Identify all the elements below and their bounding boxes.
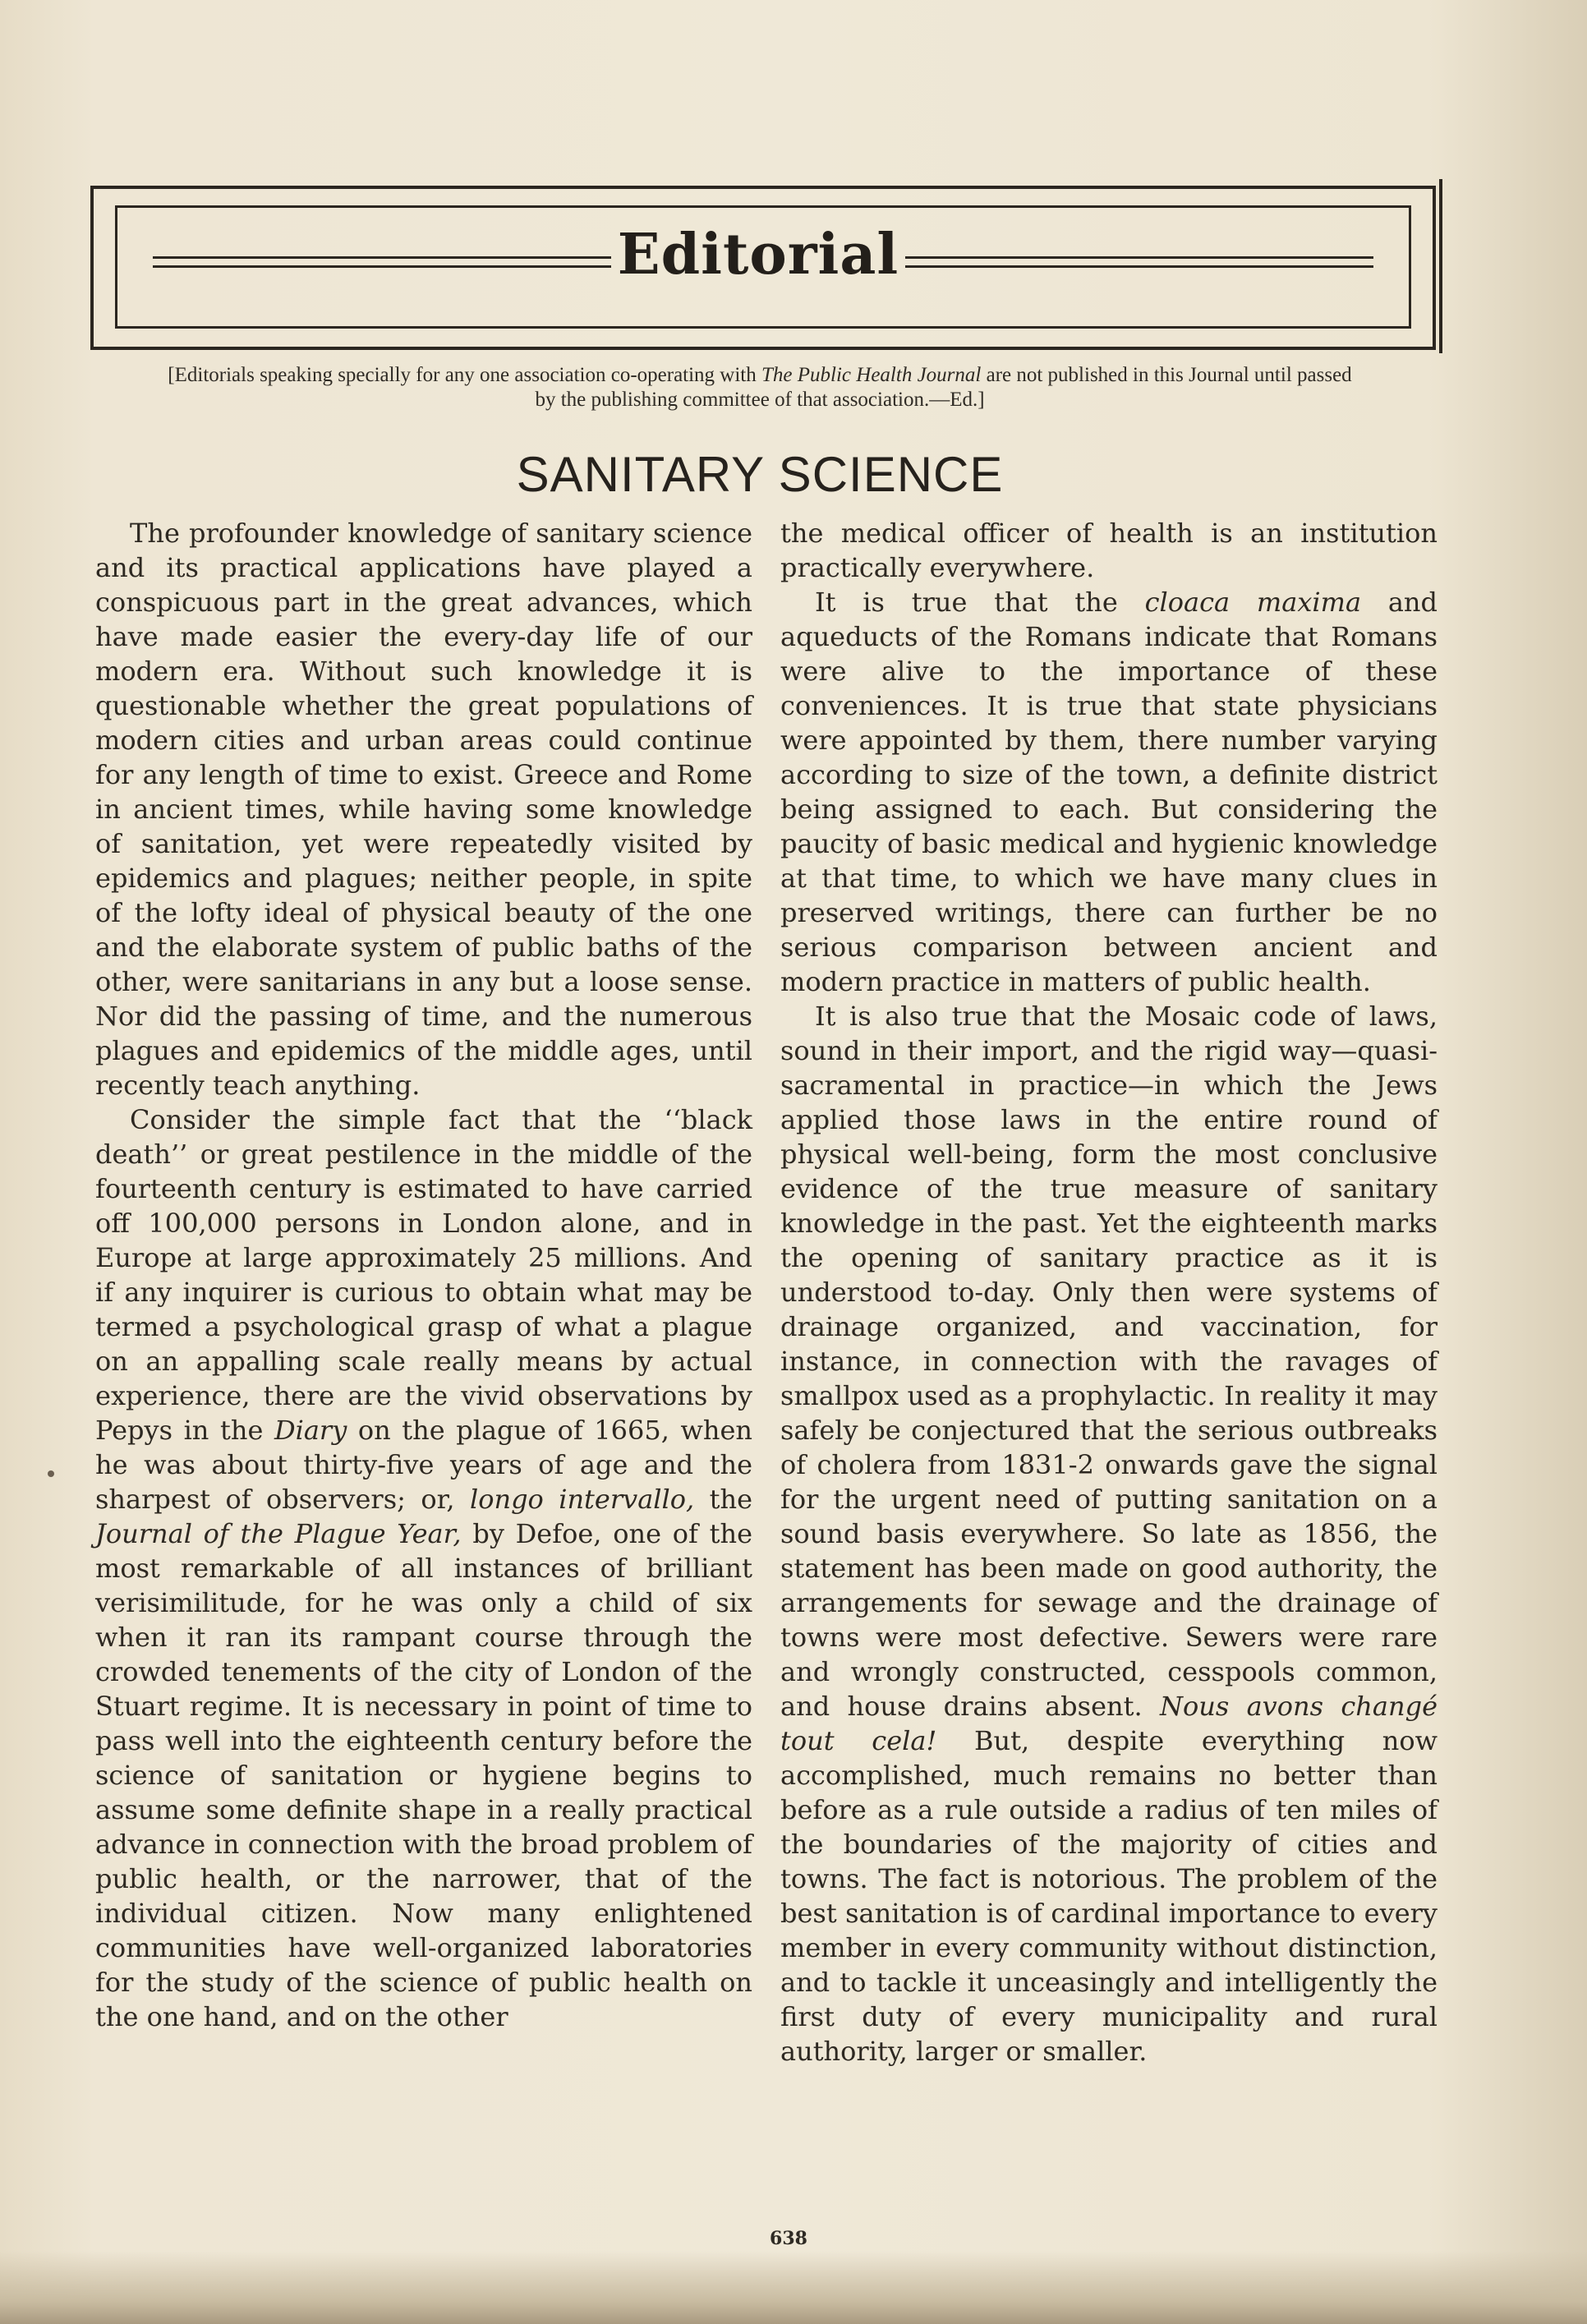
page-bottom-shadow — [0, 2251, 1587, 2324]
paragraph: Consider the simple fact that the ‘‘black death’’ or great pestilence in the middle of the fourteenth century is estimated to have carried off 100,000 persons in London alone, and in Europe at large approximately 25 millions. And if any inquirer is curious to obtain what may be termed a psychological grasp of what a plague on an appalling scale really means by actual experience, there are the vivid observations by Pepys in the Diary on the plague of 1665, when he was about thirty-five years of age and the sharpest of observers; or, longo intervallo, the Journal of the Plague Year, by Defoe, one of the most remarkable of all instances of brilliant verisimilitude, for he was only a child of six when it ran its rampant course through the crowded tenements of the city of London of the Stuart regime. It is necessary in point of time to pass well into the eighteenth century before the science of sanitation or hygiene begins to assume some definite shape in a really practical advance in connection with the broad problem of public health, or the narrower, that of the individual citizen. Now many enlightened communities have well-organized laboratories for the study of the science of public health on the one hand, and on the other — [95, 1104, 753, 2032]
journal-name: The Public Health Journal — [761, 364, 982, 386]
article-title: SANITARY SCIENCE — [516, 447, 1004, 502]
section-title: Editorial — [617, 222, 899, 288]
article-column-right — [780, 516, 1438, 2069]
paragraph: It is true that the cloaca maxima and aqueducts of the Romans indicate that Romans were alive to the importance of these conveniences. It is true that state physicians were appointed by them, there number varying according to size of the town, a definite district being assigned to each. But considering the paucity of basic medical and hygienic knowledge at that time, to which we have many clues in preserved writings, there can further be no serious comparison between ancient and modern practice in matters of public health. — [780, 587, 1438, 997]
banner-double-rule-right — [905, 256, 1373, 268]
article-column-left — [95, 516, 752, 2034]
paragraph: The profounder knowledge of sanitary science and its practical applications have played a conspicuous part in the great advances, which have made easier the every-day life of our modern era. Without such knowledge it is questionable whether the great populations of modern cities and urban areas could continue for any length of time to exist. Greece and Rome in ancient times, while having some knowledge of sanitation, yet were repeatedly visited by epidemics and plagues; neither people, in spite of the lofty ideal of physical beauty of the one and the elaborate system of public baths of the other, were sanitarians in any but a loose sense. Nor did the passing of time, and the numerous plagues and epidemics of the middle ages, until recently teach anything. — [95, 518, 752, 1101]
editor-note-text-2: are not published in this Journal until passed by the publishing committee of that association.—Ed.] — [535, 364, 1352, 411]
paragraph-continuation: the medical officer of health is an institution practically everywhere. — [780, 518, 1438, 583]
editor-note-text-1: [Editorials speaking specially for any one association co-operating with — [168, 364, 762, 386]
editor-note — [164, 363, 1355, 412]
banner-double-rule-left — [153, 256, 611, 268]
page-number: 638 — [770, 2228, 807, 2249]
banner-side-rule — [1439, 179, 1442, 353]
paragraph: It is also true that the Mosaic code of laws, sound in their import, and the rigid way—quasi-sacramental in practice—in which the Jews applied those laws in the entire round of physical well-being, form the most conclusive evidence of the true measure of sanitary knowledge in the past. Yet the eighteenth marks the opening of sanitary practice as it is understood to-day. Only then were systems of drainage organized, and vaccination, for instance, in connection with the ravages of smallpox used as a prophylactic. In reality it may safely be conjectured that the serious outbreaks of cholera from 1831-2 onwards gave the signal for the urgent need of putting sanitation on a sound basis everywhere. So late as 1856, the statement has been made on good authority, the arrangements for sewage and the drainage of towns were most defective. Sewers were rare and wrongly constructed, cesspools common, and house drains absent. Nous avons changé tout cela! But, despite everything now accomplished, much remains no better than before as a rule outside a radius of ten miles of the boundaries of the majority of cities and towns. The fact is notorious. The problem of the best sanitation is of cardinal importance to every member in every community without distinction, and to tackle it unceasingly and intelligently the first duty of every municipality and rural authority, larger or smaller. — [780, 1001, 1438, 2067]
margin-dot — [48, 1470, 54, 1477]
